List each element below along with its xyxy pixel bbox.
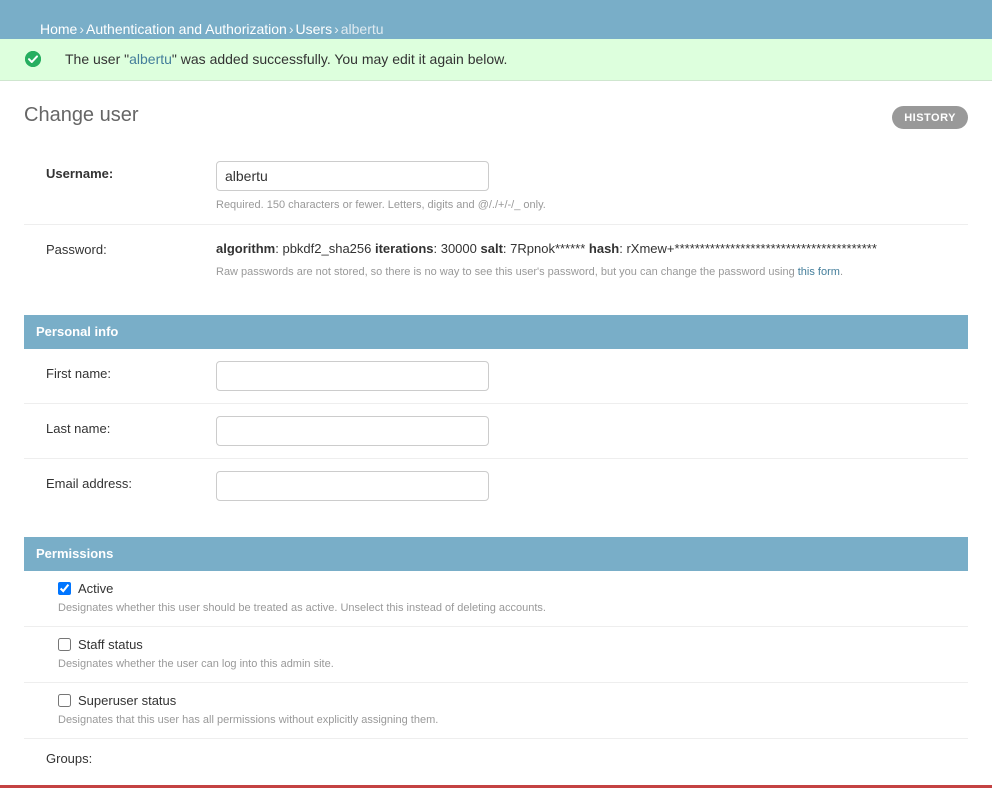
breadcrumb-separator-1: › [79, 21, 85, 37]
username-label: Username: [46, 166, 114, 181]
email-field-box [216, 471, 956, 501]
email-label: Email address: [46, 476, 132, 491]
breadcrumb-users[interactable]: Users [295, 21, 333, 37]
title-row [24, 103, 968, 149]
form-row-password [24, 225, 968, 291]
breadcrumb [0, 0, 992, 39]
breadcrumb-home[interactable]: Home [40, 21, 78, 37]
spacer-1 [24, 291, 968, 315]
staff-status-checkbox[interactable] [58, 638, 71, 651]
password-field-box [216, 237, 956, 279]
message-text-prefix: The user " [65, 51, 130, 67]
message-text-suffix: " was added successfully. You may edit it again below. [171, 51, 508, 67]
history-button[interactable]: HISTORY [892, 106, 968, 129]
password-iterations-value: : 30000 [433, 241, 481, 256]
active-label[interactable]: Active [78, 581, 114, 596]
form-row-first-name [24, 349, 968, 404]
password-salt-key: salt [480, 241, 503, 256]
fieldset-permissions [24, 537, 968, 766]
password-label: Password: [46, 242, 107, 257]
spacer-2 [24, 513, 968, 537]
first-name-label: First name: [46, 366, 112, 381]
password-help-before: Raw passwords are not stored, so there is no way to see this user's password, but you can change the password using [216, 266, 798, 278]
content-area [0, 81, 992, 766]
breadcrumb-separator-2: › [288, 21, 294, 37]
form-row-superuser-status [24, 683, 968, 739]
form-row-username [24, 149, 968, 225]
password-algorithm-key: algorithm [216, 241, 276, 256]
password-algorithm-value: : pbkdf2_sha256 [275, 241, 375, 256]
form-row-staff-status [24, 627, 968, 683]
staff-status-checkbox-line [36, 637, 956, 652]
success-check-icon [25, 51, 41, 67]
fieldset-personal-info-heading: Personal info [24, 315, 968, 349]
fieldset-permissions-heading: Permissions [24, 537, 968, 571]
password-iterations-key: iterations [374, 241, 434, 256]
password-hash-value [216, 237, 956, 258]
breadcrumb-separator-3: › [334, 21, 339, 37]
active-checkbox[interactable] [58, 582, 71, 595]
last-name-label: Last name: [46, 421, 111, 436]
password-hash-key: hash [588, 241, 620, 256]
first-name-input[interactable] [216, 361, 489, 391]
superuser-status-checkbox-line [36, 693, 956, 708]
form-row-email [24, 459, 968, 513]
breadcrumb-current: albertu [340, 21, 384, 37]
password-hash-digest: : rXmew+**************************************** [619, 241, 877, 256]
fieldset-account [24, 149, 968, 291]
active-help: Designates whether this user should be treated as active. Unselect this instead of deleting accounts. [58, 602, 546, 614]
superuser-status-help: Designates that this user has all permissions without explicitly assigning them. [58, 714, 439, 726]
active-checkbox-line [36, 581, 956, 596]
message-object-link[interactable]: albertu [129, 51, 172, 67]
password-help-after: . [839, 266, 843, 278]
staff-status-label[interactable]: Staff status [78, 637, 143, 652]
first-name-field-box [216, 361, 956, 391]
groups-label: Groups: [46, 751, 93, 766]
username-input[interactable] [216, 161, 489, 191]
success-message [0, 39, 992, 81]
superuser-status-checkbox[interactable] [58, 694, 71, 707]
password-help [216, 265, 956, 279]
change-password-link[interactable]: this form [797, 266, 840, 278]
form-row-last-name [24, 404, 968, 459]
last-name-field-box [216, 416, 956, 446]
username-help: Required. 150 characters or fewer. Letters, digits and @/./+/-/_ only. [216, 199, 546, 211]
last-name-input[interactable] [216, 416, 489, 446]
form-row-active [24, 571, 968, 627]
superuser-status-label[interactable]: Superuser status [78, 693, 177, 708]
staff-status-help: Designates whether the user can log into this admin site. [58, 658, 334, 670]
form-row-groups [24, 739, 968, 766]
password-salt-value: : 7Rpnok****** [502, 241, 589, 256]
breadcrumb-app[interactable]: Authentication and Authorization [86, 21, 287, 37]
email-input[interactable] [216, 471, 489, 501]
username-field-box [216, 161, 956, 212]
object-tools [892, 106, 968, 129]
fieldset-personal-info [24, 315, 968, 513]
page-title: Change user [24, 104, 139, 126]
